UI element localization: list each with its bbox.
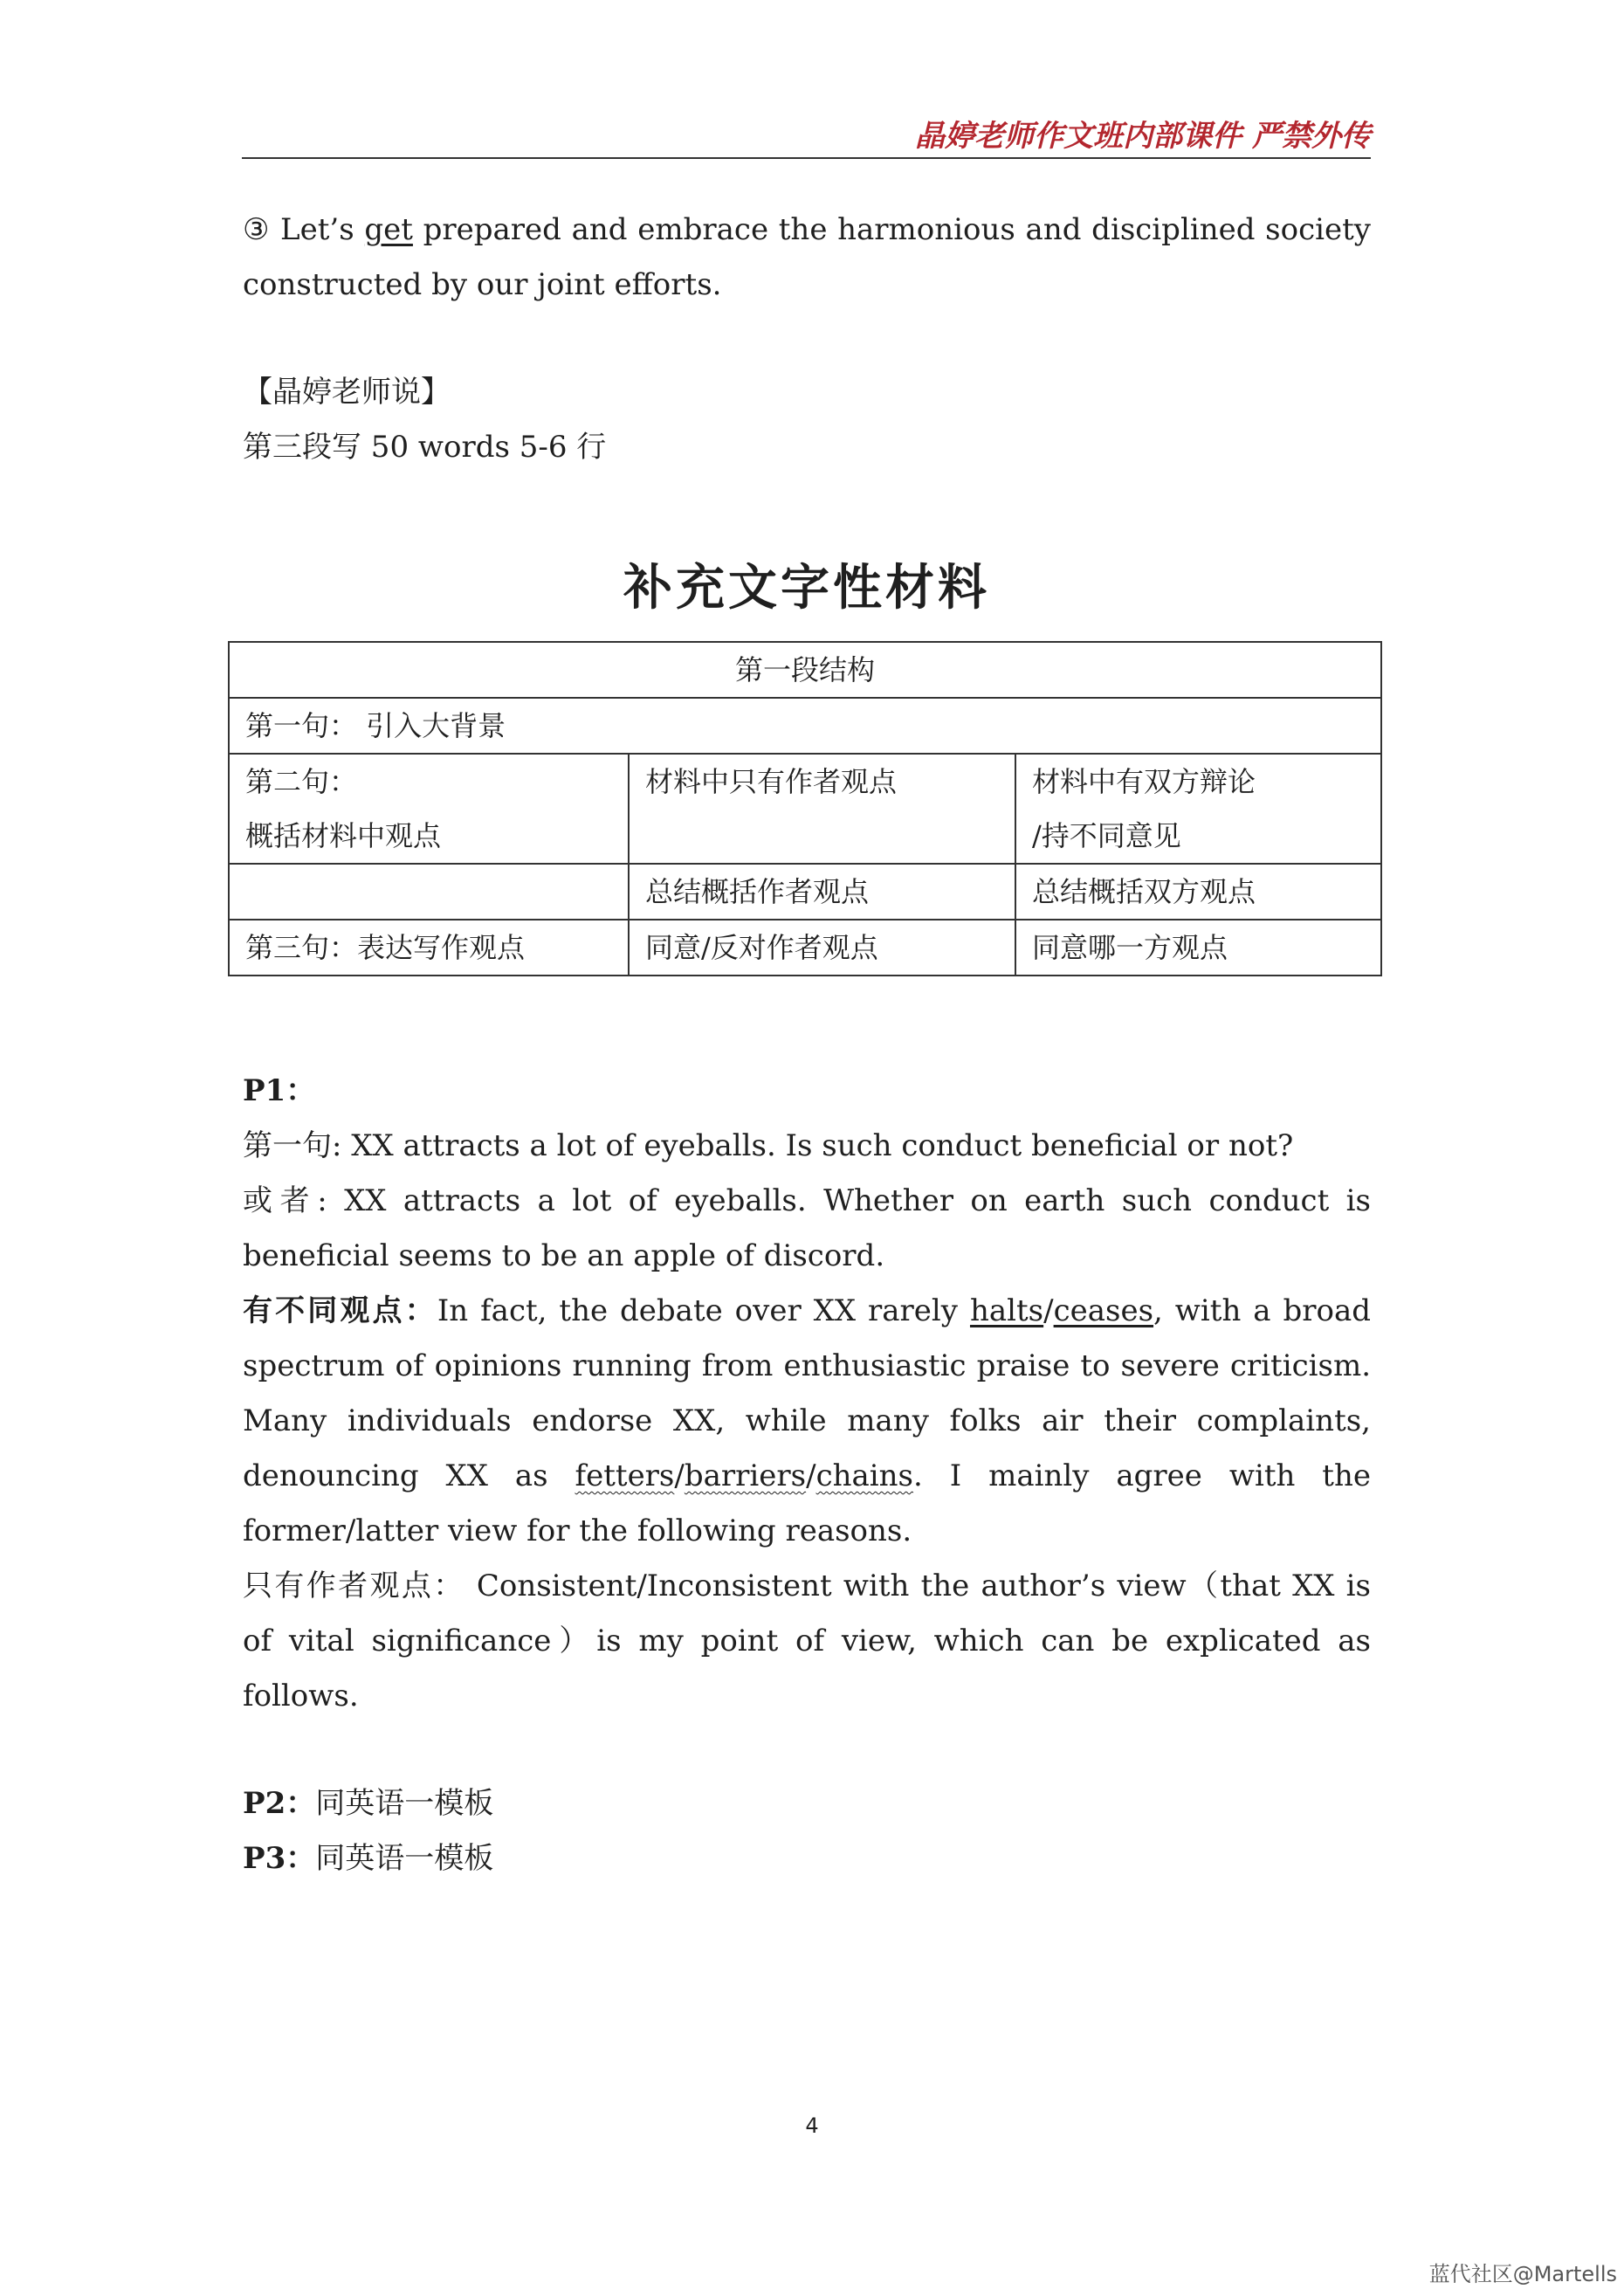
p2-text: 同英语一模板: [315, 1786, 494, 1821]
p1-s2-label: 或者: [243, 1183, 318, 1218]
tip-text: 第三段写 50 words 5-6 行: [243, 430, 607, 465]
p3-text: 同英语一模板: [315, 1841, 494, 1876]
table-cell: 第一句： 引入大背景: [229, 698, 1381, 754]
p2-line: [243, 1776, 1371, 1831]
underlined-word-get: get: [364, 212, 413, 247]
page-content: [243, 203, 1371, 1886]
table-cell: 材料中只有作者观点: [629, 754, 1015, 864]
p1-s4-text: Consistent/Inconsistent with the author’s view（that XX is of vital significance）is my point of view, which can be explicated as follows.: [243, 1569, 1372, 1713]
table-row: [229, 698, 1381, 754]
intro-paragraph: [243, 203, 1371, 313]
table-cell: 同意哪一方观点: [1015, 920, 1381, 976]
p1-s3-a: In fact, the debate over XX rarely: [437, 1293, 970, 1328]
slash: /: [806, 1458, 816, 1493]
cell-line: 材料中有双方辩论: [1032, 765, 1256, 798]
p1-s3-c: . I mainly agree with the former/latter view for the following reasons.: [243, 1458, 1371, 1548]
structure-table: [228, 641, 1382, 976]
cell-line: /持不同意见: [1032, 819, 1181, 852]
p1-label: P1：: [243, 1073, 316, 1108]
p1-s1-text: : XX attracts a lot of eyeballs. Is such conduct beneficial or not?: [332, 1128, 1294, 1163]
cell-line: 第二句：: [245, 765, 358, 798]
table-row: [229, 754, 1381, 864]
table-header-cell: 第一段结构: [229, 642, 1381, 698]
header-divider: [242, 157, 1371, 159]
page-header: 晶婷老师作文班内部课件 严禁外传: [915, 119, 1371, 154]
table-cell: 总结概括双方观点: [1015, 864, 1381, 920]
p1-sentence-3: [243, 1284, 1371, 1559]
p1-s3-label: 有不同观点：: [243, 1293, 437, 1328]
section-title: 补充文字性材料: [623, 559, 990, 617]
p1-sentence-2: [243, 1174, 1371, 1284]
table-cell: [229, 864, 629, 920]
p1-sentence-1: [243, 1119, 1371, 1174]
table-cell: [229, 754, 629, 864]
intro-prefix: ③ Let’s: [243, 212, 365, 247]
table-header-row: [229, 642, 1381, 698]
table-row: [229, 864, 1381, 920]
p1-s4-label: 只有作者观点：: [243, 1569, 465, 1603]
watermark: 蓝代社区@Martells: [1428, 2262, 1617, 2286]
page-number: 4: [805, 2113, 819, 2138]
p2-label: P2：: [243, 1786, 316, 1821]
underlined-word-halts: halts: [969, 1293, 1044, 1328]
p1-sentence-4: [243, 1559, 1371, 1724]
underlined-word-ceases: ceases: [1053, 1293, 1154, 1328]
table-cell: 第三句：表达写作观点: [229, 920, 629, 976]
slash: /: [674, 1458, 685, 1493]
tip-title: 【晶婷老师说】: [243, 375, 451, 410]
underlined-word-chains: chains: [815, 1458, 914, 1493]
p3-label: P3：: [243, 1841, 316, 1876]
table-row: [229, 920, 1381, 976]
cell-line: 概括材料中观点: [245, 819, 442, 852]
underlined-word-fetters: fetters: [575, 1458, 675, 1493]
table-cell: 同意/反对作者观点: [629, 920, 1015, 976]
slash: /: [1043, 1293, 1054, 1328]
p1-s3-b: , with a broad spectrum of opinions running from enthusiastic praise to severe criticism. Many individuals endorse XX, while many folks air their complaints, denouncing XX as: [243, 1293, 1372, 1493]
table-cell: 总结概括作者观点: [629, 864, 1015, 920]
p3-line: [243, 1831, 1371, 1886]
table-cell: [1015, 754, 1381, 864]
p1-s1-label: 第一句: [243, 1128, 332, 1163]
intro-rest: prepared and embrace the harmonious and disciplined society constructed by our joint efforts.: [243, 212, 1371, 302]
underlined-word-barriers: barriers: [684, 1458, 807, 1493]
p1-s2-text: : XX attracts a lot of eyeballs. Whether on earth such conduct is beneficial seems to be an apple of discord.: [243, 1183, 1371, 1273]
